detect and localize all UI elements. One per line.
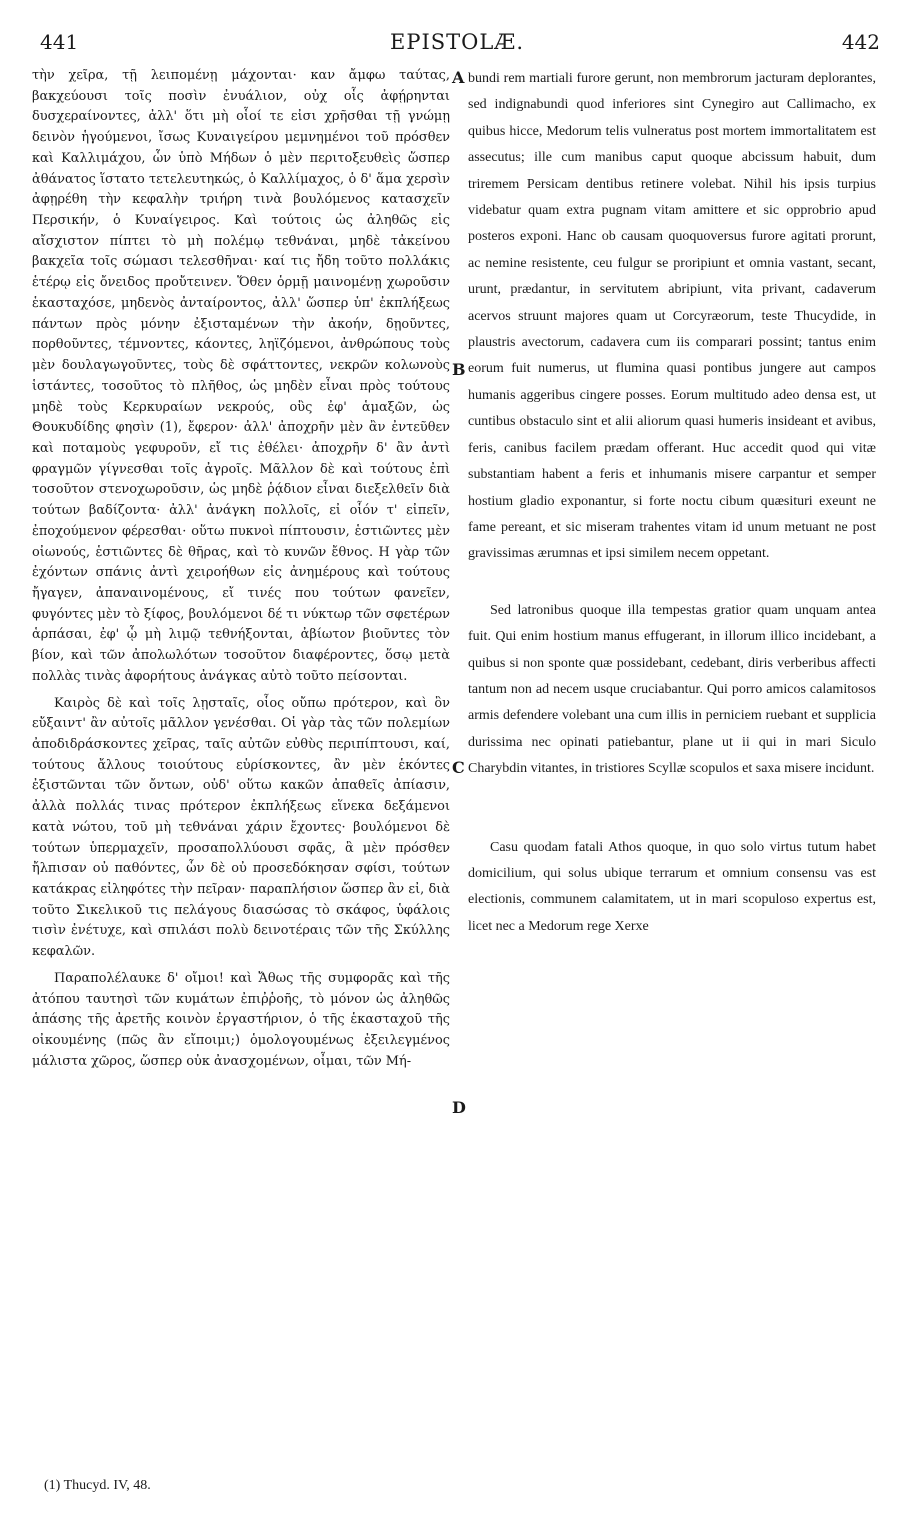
latin-column — [468, 66, 876, 940]
greek-paragraph-1: τὴν χεῖρα, τῇ λειπομένῃ μάχονται· καν ἄμφω ταύτας, βακχεύουσι τοῖς ποσὶν ἐνυάλιον, οὐχ οἷς ἀφῄρηνται δυσχεραίνοντες, ἀλλ' ὅτι μὴ οἷοί τε εἰσι χρῆσθαι τῇ γνώμῃ δεινὸν ἡγούμενοι, ἴσως Κυναιγείρου μεμνημένοι τοῦ πρόσθεν καὶ Καλλιμάχου, ὧν ὑπὸ Μήδων ὁ μὲν περιτοξευθεὶς ὥσπερ ἀθάνατος ἵστατο τετελευτηκώς, ὁ Καλλίμαχος, ὁ δ' ἅμα χερσὶν ἀφῃρέθη τὴν κεφαλὴν τριήρη τινὰ βουλόμενος κατασχεῖν Περσικήν, ὁ Κυναίγειρος. Καὶ τούτοις ὡς ἀληθῶς εἰς αἴσχιστον πίπτει τὸ μὴ πολέμῳ τεθνάναι, μηδὲ τἀκείνου βακχεῖα τοῖς σώμασι τελεσθῆναι· καί τις ἤδη τοῦτο πολλάκις ἑτέρῳ εἰς ὄνειδος προὔτεινεν. Ὅθεν ὁρμῇ μαινομένῃ χωροῦσιν ἑκασταχόσε, μηδενὸς ἀνταίροντος, ἀλλ' ὥσπερ ὑπ' ἐκπλήξεως πάντων πρὸς μόνην ἐξισταμένων τὴν ἀκοήν, δῃοῦντες, πορθοῦντες, τέμνοντες, κάοντες, ληϊζόμενοι, ἀνθρώπους τοὺς μὲν δουλαγωγοῦντες, τοὺς δὲ σφάττοντες, νεκρῶν κολωνοὺς ἱστάντες, τοσοῦτος τὸ πλῆθος, ὡς μηδὲν εἶναι πρὸς τούτους μηδὲ τοὺς Κερκυραίων νεκρούς, οὓς ἐφ' ἁμαξῶν, ὡς Θουκυδίδης φησὶν (1), ἔφερον· ἀλλ' ἀποχρῆν μὲν ἂν ἐντεῦθεν καὶ ποταμοὺς γεφυροῦν, εἴ τις ἐθέλει· ἀποχρῆν δ' ἂν ἀντὶ φραγμῶν γίγνεσθαι τοῖς ἀγροῖς. Μᾶλλον δὲ καὶ τούτους ἐπὶ τοσοῦτον στενοχωροῦσιν, ὡς μηδὲ ῥᾴδιον εἶναι διεξελθεῖν διὰ τούτων βαδίζοντα· ἀλλ' ἀνάγκη πολλοῖς, εἰ οἷόν τ' εἰπεῖν, ἐποχούμενον φέρεσθαι· οὕτω πυκνοὶ πίπτουσιν, ἑστιῶντες μὲν οἰωνούς, ἑστιῶντες δὲ θῆρας, καὶ τὸ κυνῶν ἔθνος. Η γὰρ τῶν ἐχόντων σπάνις ἀντὶ χειροήθων εἰς ἀνημέρους καὶ τούτους ἤγαγεν, ἀπαναινομένους, εἴ τινές που τούτων φανεῖεν, φυγόντες μὲν τὸ ξίφος, βουλόμενοι δέ τι νύκτωρ τῶν σφετέρων ἁρπάσαι, ἐφ' ᾧ μὴ λιμῷ τεθνήξονται, ἀβίωτον βιοῦντες τὸν βίον, καὶ τῶν ἀπολωλότων τοσοῦτον διαφέροντες, ὅσῳ μετὰ πολλὰς τινὰς ἀφορήτους ἀνάγκας αὐτὸ τοῦτο πείσονται. — [32, 68, 450, 684]
running-title: EPISTOLÆ. — [389, 30, 524, 54]
section-marker-a: A — [452, 68, 465, 87]
latin-paragraph-2: Sed latronibus quoque illa tempestas gratior quam unquam antea fuit. Qui enim hostium manus effugerant, in illorum illico incidebant, a quibus si non sponte quæ possidebant, cedebant, diris verberibus affecti tantum non ad necem usque cruciabantur. Qui porro amicos calamitosos armis defendere volebant una cum illis in perniciem ruebant et supplicia durissima nec opinati patiebantur, plane ut ii qui in mari Siculo Charybdin vitantes, in tristiores Scyllæ scopulos et saxa misere incidunt. — [468, 602, 876, 777]
section-marker-c: C — [452, 758, 465, 777]
latin-paragraph-1: bundi rem martiali furore gerunt, non membrorum jacturam deplorantes, sed indignabundi quod inferiores sint Cynegiro aut Callimacho, ex quibus hicce, Medorum telis vulneratus post mortem immortalitatem est assecutus; ille cum manibus caput quoque abcissum habuit, dum triremem Persicam dentibus retinere volebat. Nihil his ipsis turpius videbatur quam extra pugnam vitam amittere et sic opprobrio apud posteros exponi. Hanc ob causam quoquoversus furore agitati prorunt, ac nemine resistente, ceu fulgur se proripiunt et omnia vastant, secant, urunt, prædantur, in servitutem abripiunt, vita privant, cadaverum acervos struunt majores quam ut Corcyræorum, teste Thucydide, in plaustris avectorum, cadavera cum iis comparari possint; tantus enim eorum fuit numerus, ut flumina quasi pontibus jungere aut campos humanis aggeribus cingere posses. Eorum multitudo adeo densa est, ut cuntibus obstaculo sint et alii aliorum quasi humeris insideant et avibus, feris, canibus facilem prædam offerant. Huc accedit quod qui vitæ substantiam habent a feris et inhumanis misere carpantur et semper hostium gladio exponantur, si forte noctu cibum quæsituri exeunt ne fame pereant, et sic miseram trahentes vitam id unum metuant ne post gravissimas ærumnas et ipsi similem necem oppetant. — [468, 71, 876, 562]
page-header — [0, 30, 914, 60]
greek-paragraph-2: Καιρὸς δὲ καὶ τοῖς λῃσταῖς, οἷος οὔπω πρότερον, καὶ ὃν εὔξαιντ' ἂν αὐτοῖς μᾶλλον γενέσθαι. Οἱ γὰρ τὰς τῶν πολεμίων ἀποδιδράσκοντες χεῖρας, ταῖς αὐτῶν εὐθὺς περιπίπτουσι, καί, τούτους ἄλλους τοιούτους εὑρίσκοντες, ἂν μὲν ἑκόντες ἐξιστῶνται τῶν ὄντων, οὐδ' οὕτω κακῶν ἀπαθεῖς ἀπίασιν, ἀλλὰ πολλάς τινας πρότερον ἐκπλήξεως εἵνεκα δεξάμενοι κατὰ νώτου, τοῦ μὴ τεθνάναι χάριν ἔχοντες· βουλόμενοι δὲ τούτων ὑπερμαχεῖν, προσαπολλύουσι σφᾶς, ἃ μὲν πρόσθεν ἤλπισαν οὐ παθόντες, ὧν δὲ οὐ προσεδόκησαν σφίσι, τούτων κατάκρας εἰληφότες τὴν πεῖραν· παραπλήσιον ὥσπερ ἂν εἰ, διὰ τοῦτο Σικελικοῦ τις πελάγους διασώσας τὸ σκάφος, ὑφάλοις τισὶν ἐνέτυχε, καὶ σπιλάσι πολὺ δεινοτέραις τῶν τῆς Σκύλλης κεφαλῶν. — [32, 695, 450, 960]
latin-paragraph-3: Casu quodam fatali Athos quoque, in quo solo virtus tutum habet domicilium, qui solus ubique terrarum et omnium consensu vas est electionis, communem calamitatem, ut in mari scopuloso expertus est, licet nec a Medorum rege Xerxe — [468, 839, 876, 934]
page-number-right: 442 — [841, 30, 880, 54]
greek-paragraph-3: Παραπολέλαυκε δ' οἴμοι! καὶ Ἄθως τῆς συμφορᾶς καὶ τῆς ἀτόπου ταυτησὶ τῶν κυμάτων ἐπιῤῥοῆς, τὸ μόνον ὡς ἀληθῶς ἁπάσης τῆς ἀρετῆς κοινὸν ἐργαστήριον, ὁ τῆς ἑκασταχοῦ τῆς οἰκουμένης (πῶς ἂν εἴποιμι;) ὁμολογουμένως ἐξειλεγμένος μάλιστα χῶρος, ὥσπερ οὐκ ἀνασχομένων, οἶμαι, τῶν Μή- — [32, 970, 450, 1069]
footnote: (1) Thucyd. IV, 48. — [44, 1478, 151, 1493]
page-number-left: 441 — [40, 30, 79, 54]
section-marker-b: B — [452, 360, 466, 379]
section-marker-d: D — [452, 1098, 466, 1117]
greek-column — [32, 66, 450, 1073]
